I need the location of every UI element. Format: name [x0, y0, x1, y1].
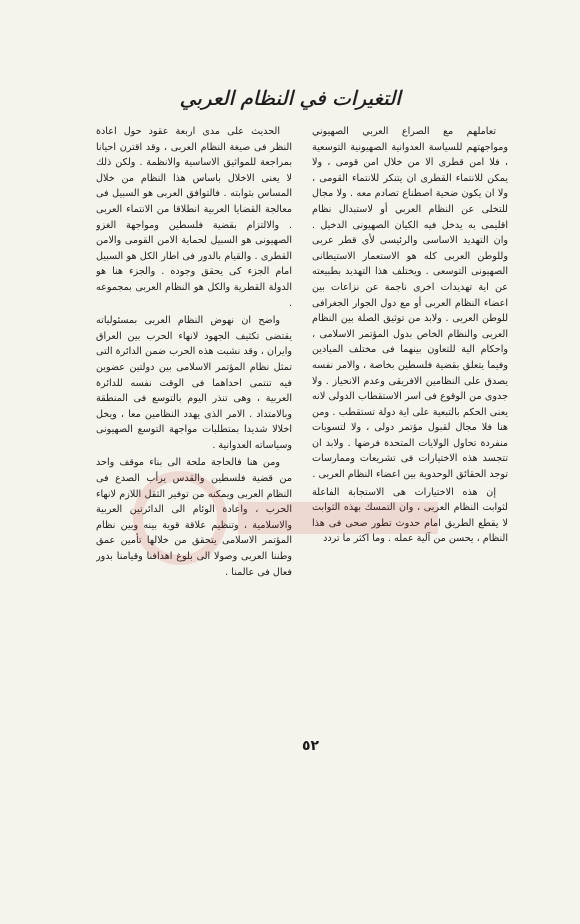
page-title: التغيرات في النظام العربي [179, 86, 401, 110]
page-number: ٥٢ [302, 738, 320, 754]
paragraph: ومن هنا فالحاجة ملحة الى بناء موقف واحد من قضية فلسطين والقدس يرأب الصدع فى النظام العربى ويمكنه من توفير الثقل اللازم لانهاء الحرب ، واعادة الوئام الى الدائرتين العربية والاسلامية ، وتنظيم علاقة قوية بينه وبين نظام المؤتمر الاسلامى يتحقق من خلالها تأمين عمق وطننا العربى وصولا الى بلوغ اهدافنا وقيامنا بدور فعال فى عالمنا . [96, 457, 292, 578]
paragraph: الحديث على مدى اربعة عقود حول اعادة النظر فى صيغة النظام العربى ، وقد اقترن احيانا بمراجعة للمواثيق الاساسية والانظمة . ولكن ذلك لا يعنى الاخلال باساس هذا النظام من خلال المساس بثوابته . فالتوافق العربى هو السبيل فى معالجة القضايا العربية انطلاقا من الانتماء العربى . والالتزام بقضية فلسطين ومواجهة الغزو الصهيونى هو السبيل لحماية الامن القومى والامن القطرى . والقيام بالدور فى اطار الكل هو السبيل امام الجزء كى يحقق وجوده . والجزء هنا هو الدولة القطرية والكل هو النظام العربى بمجموعه . [96, 126, 292, 309]
paragraph: تعاملهم مع الصراع العربي الصهيوني ومواجهتهم للسياسة العدوانية الصهيونية التوسعية ، فلا امن قطرى الا من خلال امن قومى ، ولا يمكن للانتماء القطرى ان يتنكر للانتماء القومى ، ولا ان يكون ضحية اصطناع تصادم معه . ولا مجال للتخلى عن النظام العربي أو لاستبدال نظام اقليمى به يدخل فيه الكيان الصهيونى الدخيل . وان التهديد الاساسى والرئيسى لأى قطر عربى وللوطن العربى كله هو الاستعمار الاستيطانى الصهيونى التوسعى . ويختلف هذا التهديد بطبيعته عن اية تهديدات اخرى ناجمة عن نزاعات بين اعضاء النظام العربى أو مع دول الجوار الجغرافى للوطن العربى . ولابد من توثيق الصلة بين النظام العربى والنظام الخاص بدول المؤتمر الاسلامى ، واحكام الية للتعاون بينهما فى مختلف الميادين وفيما يتعلق بقضية فلسطين بخاصة ، والامر نفسه يصدق على النظامين الافريقى وعدم الانحياز . ولا جدوى من الوقوع فى اسر الاستقطاب الدولى لانه يعنى الحكم بالتبعية على اية دولة تستقطب . ومن هنا فلا مجال لقبول مؤتمر دولى ، ولا لتسويات منفردة تحاول الولايات المتحدة فرضها . ولابد ان تتجسد هذه الاختيارات فى تشريعات وممارسات توجد الحقائق الوحدوية بين اعضاء النظام العربى . [312, 126, 508, 481]
right-column [312, 124, 508, 764]
paragraph: إن هذه الاختيارات هى الاستجابة الفاعلة لثوابت النظام العربى ، وان التمسك بهذه الثوابت لا يقطع الطريق امام حدوث تطور صحى فى هذا النظام ، يحسن من آلية عمله . وما اكثر ما تردد [312, 486, 508, 545]
text-columns [96, 124, 508, 764]
left-column [96, 124, 292, 764]
paragraph: واضح ان نهوض النظام العربى بمسئولياته يقتضى تكثيف الجهود لانهاء الحرب بين العراق وايران ، وقد نشبت هذه الحرب ضمن الدائرة التى تمثل نظام المؤتمر الاسلامى بين دولتين عضوين فيه تنتمى احداهما فى الوقت نفسه للدائرة العربية ، وهى تنذر اليوم بالتوسع فى المنطقة وبالامتداد . الامر الذى يهدد النظامين معا ، ويخل اخلالا شديدا بمتطلبات مواجهة التوسع الصهيونى وسياساته العدوانية . [96, 315, 292, 451]
